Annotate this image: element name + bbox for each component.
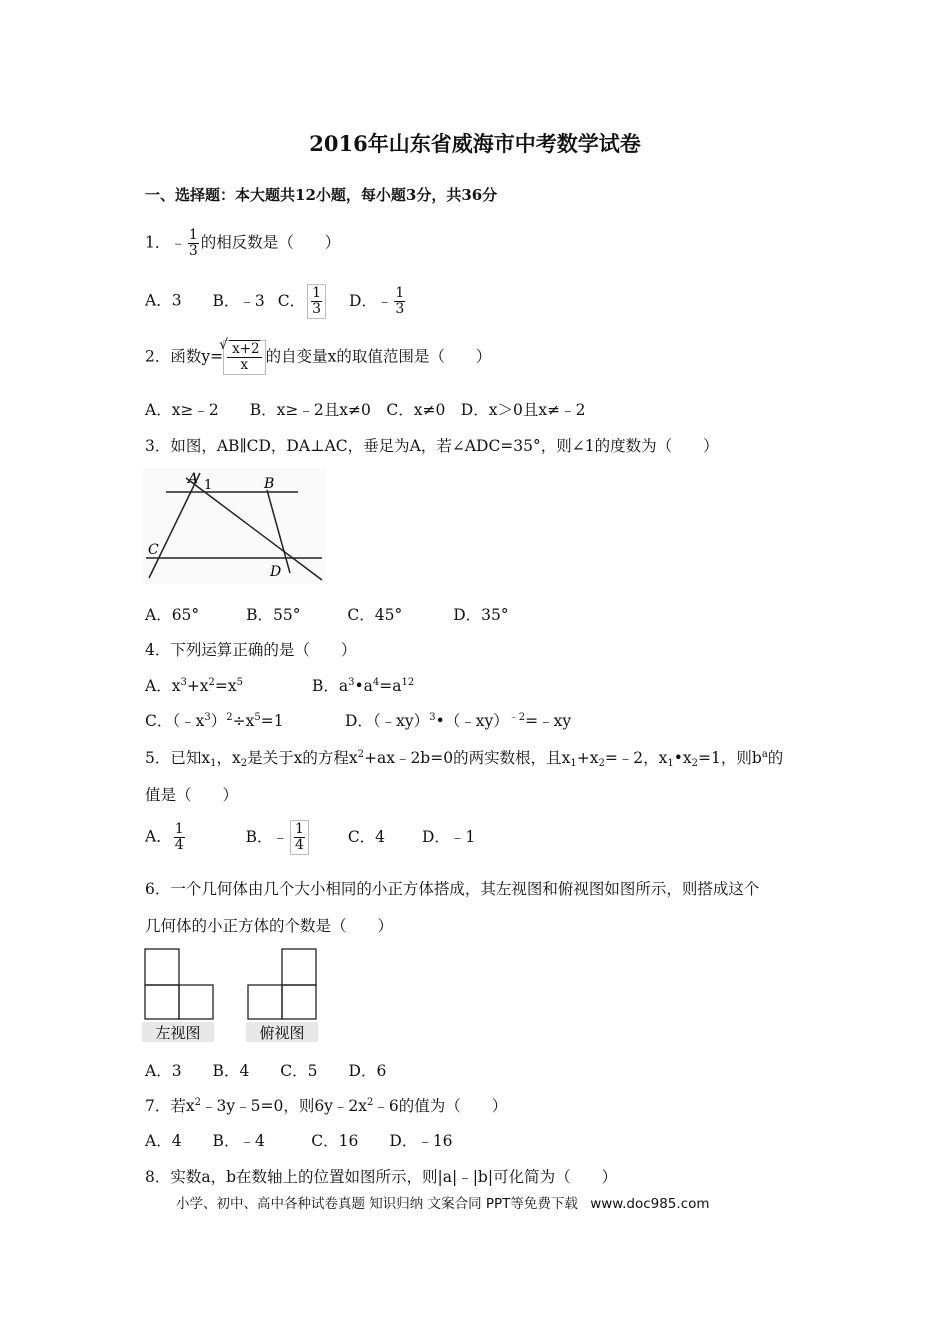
q1-suffix: 的相反数是（ ） (200, 233, 341, 252)
q3-option-b: B．55° (246, 606, 301, 624)
q3-option-d: D．35° (453, 606, 509, 624)
frac-den: 3 (312, 301, 321, 317)
question-1-stem (145, 228, 340, 259)
q1-prefix: 1．﹣ (145, 233, 186, 252)
top-view-label: 俯视图 (259, 1024, 305, 1042)
footer-url[interactable]: www.doc985.com (590, 1196, 710, 1212)
q5-option-d: D．﹣1 (421, 827, 476, 846)
label-b: B (264, 476, 275, 492)
question-1-options (145, 284, 407, 319)
q2-suffix: 的自变量x的取值范围是（ ） (265, 347, 492, 366)
section-heading: 一、选择题：本大题共12小题，每小题3分，共36分 (145, 186, 498, 204)
fraction-one-third (394, 286, 405, 317)
q5-option-a: A． (145, 827, 172, 846)
frac-num: 1 (188, 227, 198, 243)
frac-num: 1 (174, 821, 184, 837)
question-5-stem: 5．已知$x_1$，$x_2$是关于x的方程$x^2+ax﹣2b=0$的两实数根，且$x_1+x_2=﹣2$，$x_1•x_2=1$，则$b^a$的 (145, 749, 784, 769)
frac-den: 3 (188, 243, 198, 259)
question-2-options: A．x≥﹣2 B．x≥﹣2且x≠0 C．x≠0 D．x＞0且x≠﹣2 (145, 401, 586, 419)
label-d: D (270, 564, 282, 580)
label-a: A (188, 471, 199, 487)
question-4-stem: 4．下列运算正确的是（ ） (145, 641, 357, 659)
q3-geometry-figure (142, 468, 326, 584)
q5-option-c: C．4 (347, 827, 386, 846)
q2-prefix: 2．函数y= (145, 347, 224, 366)
q5-option-b: B．﹣ (245, 827, 288, 846)
question-6-stem: 6．一个几何体由几个大小相同的小正方体搭成，其左视图和俯视图如图所示，则搭成这个 (145, 880, 760, 898)
frac-den: 3 (395, 301, 405, 317)
q1-option-d: D．﹣ (348, 291, 393, 310)
question-5-options (145, 820, 475, 855)
q3-option-c: C．45° (347, 606, 403, 624)
fraction-one-third (307, 284, 326, 319)
question-7-stem: 7．若$x^2﹣3y﹣5=0$，则$6y﹣2x^2﹣6$的值为（ ） (145, 1097, 508, 1115)
q6-views-figure (142, 946, 322, 1044)
label-1: 1 (204, 478, 213, 493)
question-6-options: A．3 B．4 C．5 D．6 (145, 1062, 387, 1080)
question-7-options: A．4 B．﹣4 C．16 D．﹣16 (145, 1132, 453, 1150)
question-3-stem: 3．如图，AB∥CD，DA⊥AC，垂足为A，若∠ADC=35°，则∠1的度数为（ ） (145, 437, 719, 455)
frac-num: 1 (395, 285, 405, 301)
question-2-stem (145, 340, 491, 375)
frac-den: 4 (174, 837, 184, 853)
fraction-one-quarter (174, 822, 185, 853)
q4-option-b: B．$a^3•a^4=a^{12}$ (312, 677, 415, 695)
q1-option-a: A．3 (145, 291, 182, 310)
question-8-stem: 8．实数a，b在数轴上的位置如图所示，则|a|﹣|b|可化简为（ ） (145, 1168, 618, 1186)
question-3-options (145, 603, 509, 625)
radicand: √ x+2 (229, 340, 260, 357)
question-5-stem-line2: 值是（ ） (145, 786, 239, 804)
sqrt-fraction (223, 340, 266, 375)
denominator: x (240, 357, 249, 373)
label-c: C (148, 542, 159, 558)
q4-option-d: D．（﹣xy）$^3$•（﹣xy）$^{﹣2}$=﹣xy (345, 712, 572, 730)
frac-num: 1 (312, 285, 321, 301)
footer-text: 小学、初中、高中各种试卷真题 知识归纳 文案合同 PPT等免费下载 (176, 1196, 578, 1212)
page-footer (176, 1192, 710, 1212)
question-6-stem-line2: 几何体的小正方体的个数是（ ） (145, 917, 394, 935)
q3-option-a: A．65° (145, 606, 200, 624)
q4-option-c: C．$(﹣x^3)^2\div x^5=1$ (145, 712, 284, 730)
q1-option-b: B．﹣3 (212, 291, 265, 310)
q1-option-c: C． (277, 291, 306, 310)
frac-den: 4 (294, 837, 304, 853)
frac-num: 1 (294, 821, 304, 837)
fraction-one-quarter (290, 820, 309, 855)
left-view-label: 左视图 (155, 1024, 201, 1042)
fraction-one-third (188, 228, 199, 259)
q4-option-a: A．$x^3+x^2=x^5$ (145, 677, 244, 695)
page-title: 2016年山东省威海市中考数学试卷 (309, 131, 641, 156)
